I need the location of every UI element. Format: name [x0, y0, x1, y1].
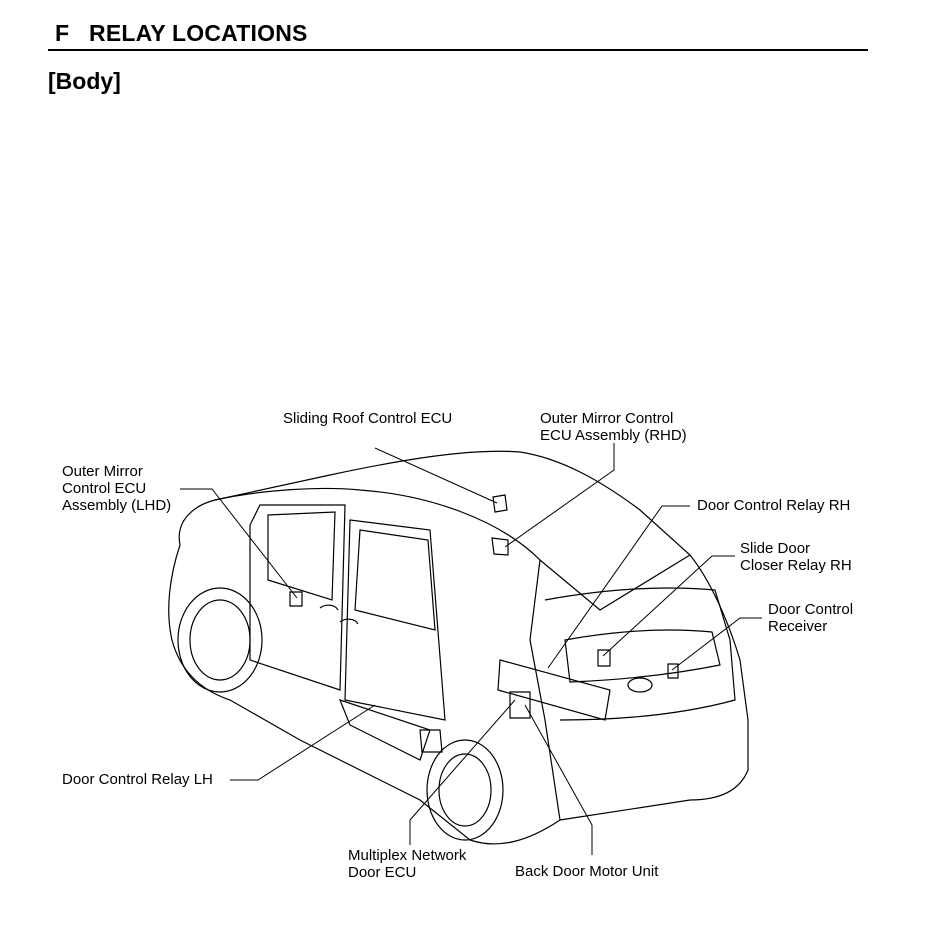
- label-line: Outer Mirror Control: [540, 410, 674, 427]
- label-door-control-relay-rh: [697, 497, 850, 514]
- label-line: Door ECU: [348, 864, 417, 881]
- label-line: Door Control Relay RH: [697, 497, 851, 514]
- leader-relay-rh: [548, 506, 690, 668]
- page-title: F RELAY LOCATIONS: [55, 20, 308, 46]
- leader-receiver: [672, 618, 762, 670]
- label-line: Control ECU: [62, 480, 147, 497]
- label-line: Assembly (LHD): [62, 497, 172, 514]
- leader-slide-closer: [603, 556, 735, 656]
- label-line: ECU Assembly (RHD): [540, 427, 687, 444]
- label-back-door-motor-unit: [515, 863, 658, 880]
- label-line: Closer Relay RH: [740, 557, 852, 574]
- label-sliding-roof-ecu: [283, 410, 452, 427]
- label-door-control-receiver: [768, 601, 853, 635]
- label-multiplex-network-ecu: [348, 847, 466, 881]
- label-line: Door Control: [768, 601, 854, 618]
- label-slide-door-closer-relay: [740, 540, 852, 574]
- label-door-control-relay-lh: [62, 771, 213, 788]
- van-outline: [169, 451, 748, 844]
- label-line: Slide Door: [740, 540, 811, 557]
- label-outer-mirror-lhd: [62, 463, 171, 514]
- label-line: Sliding Roof Control ECU: [283, 410, 453, 427]
- leader-back-door: [525, 705, 592, 855]
- leader-multiplex: [410, 700, 515, 845]
- leader-mirror-rhd: [505, 443, 614, 547]
- label-line: Outer Mirror: [62, 463, 143, 480]
- label-line: Receiver: [768, 618, 828, 635]
- leader-relay-lh: [230, 705, 375, 780]
- label-outer-mirror-rhd: [540, 410, 687, 444]
- section-heading: [Body]: [48, 68, 121, 94]
- label-line: Door Control Relay LH: [62, 771, 213, 788]
- label-line: Multiplex Network: [348, 847, 467, 864]
- label-line: Back Door Motor Unit: [515, 863, 659, 880]
